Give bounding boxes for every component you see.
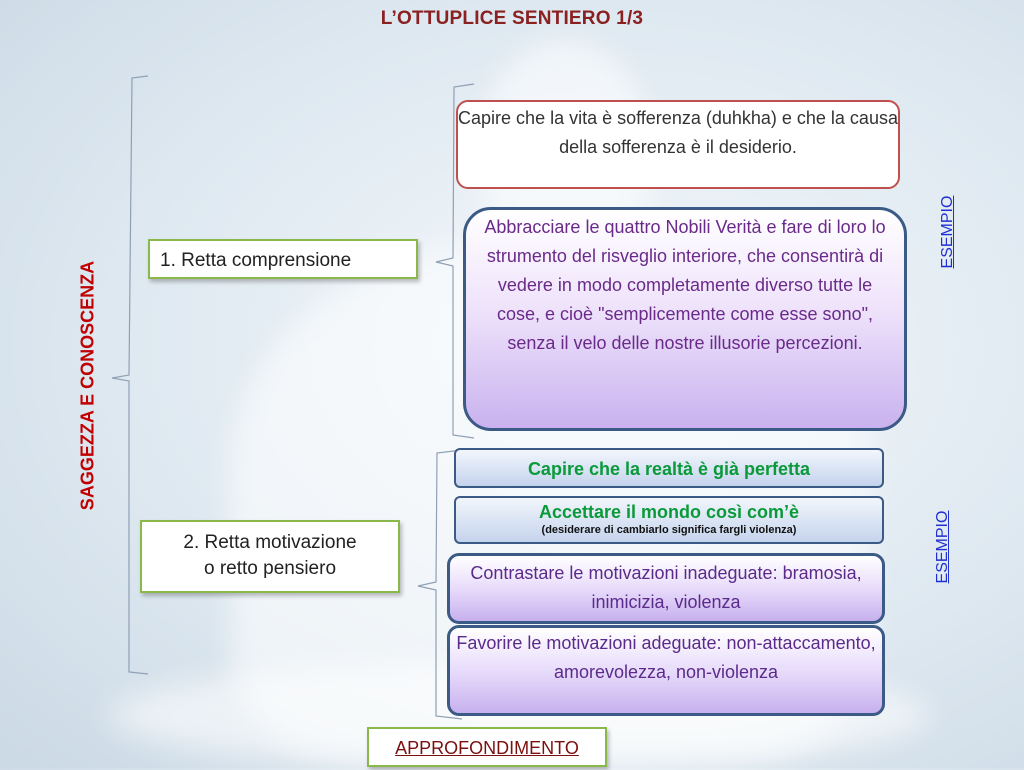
box-motivazioni-inadeguate: Contrastare le motivazioni inadeguate: bramosia, inimicizia, violenza — [447, 553, 885, 624]
esempio-link-1[interactable]: ESEMPIO — [939, 195, 956, 269]
step-retta-comprensione: 1. Retta comprensione — [148, 239, 418, 279]
side-label: SAGGEZZA E CONOSCENZA — [77, 260, 98, 511]
step-2-line2: o retto pensiero — [203, 558, 337, 579]
box-motivazioni-adeguate: Favorire le motivazioni adeguate: non-attaccamento, amorevolezza, non-violenza — [447, 625, 885, 716]
box-accettare-main: Accettare il mondo così com’è — [538, 502, 800, 522]
page-title: L’OTTUPLICE SENTIERO 1/3 — [380, 8, 644, 29]
esempio-link-2[interactable]: ESEMPIO — [934, 510, 951, 584]
box-quattro-nobili-verita: Abbracciare le quattro Nobili Verità e fare di loro lo strumento del risveglio interiore, che consentirà di vedere in modo completamente diverso tutte le cose, e cioè "semplicemente come esse sono", senza il velo delle nostre illusorie percezioni. — [463, 207, 907, 431]
box-accettare-sub: (desiderare di cambiarlo significa fargli violenza) — [541, 524, 797, 536]
step-2-line1: 2. Retta motivazione — [183, 532, 357, 553]
approfondimento-link[interactable]: APPROFONDIMENTO — [367, 727, 607, 767]
step-retta-motivazione — [140, 520, 400, 593]
box-realta-perfetta: Capire che la realtà è già perfetta — [454, 448, 884, 488]
box-accettare-mondo — [454, 496, 884, 544]
box-capire-sofferenza: Capire che la vita è sofferenza (duhkha) e che la causa della sofferenza è il desiderio. — [456, 100, 900, 189]
